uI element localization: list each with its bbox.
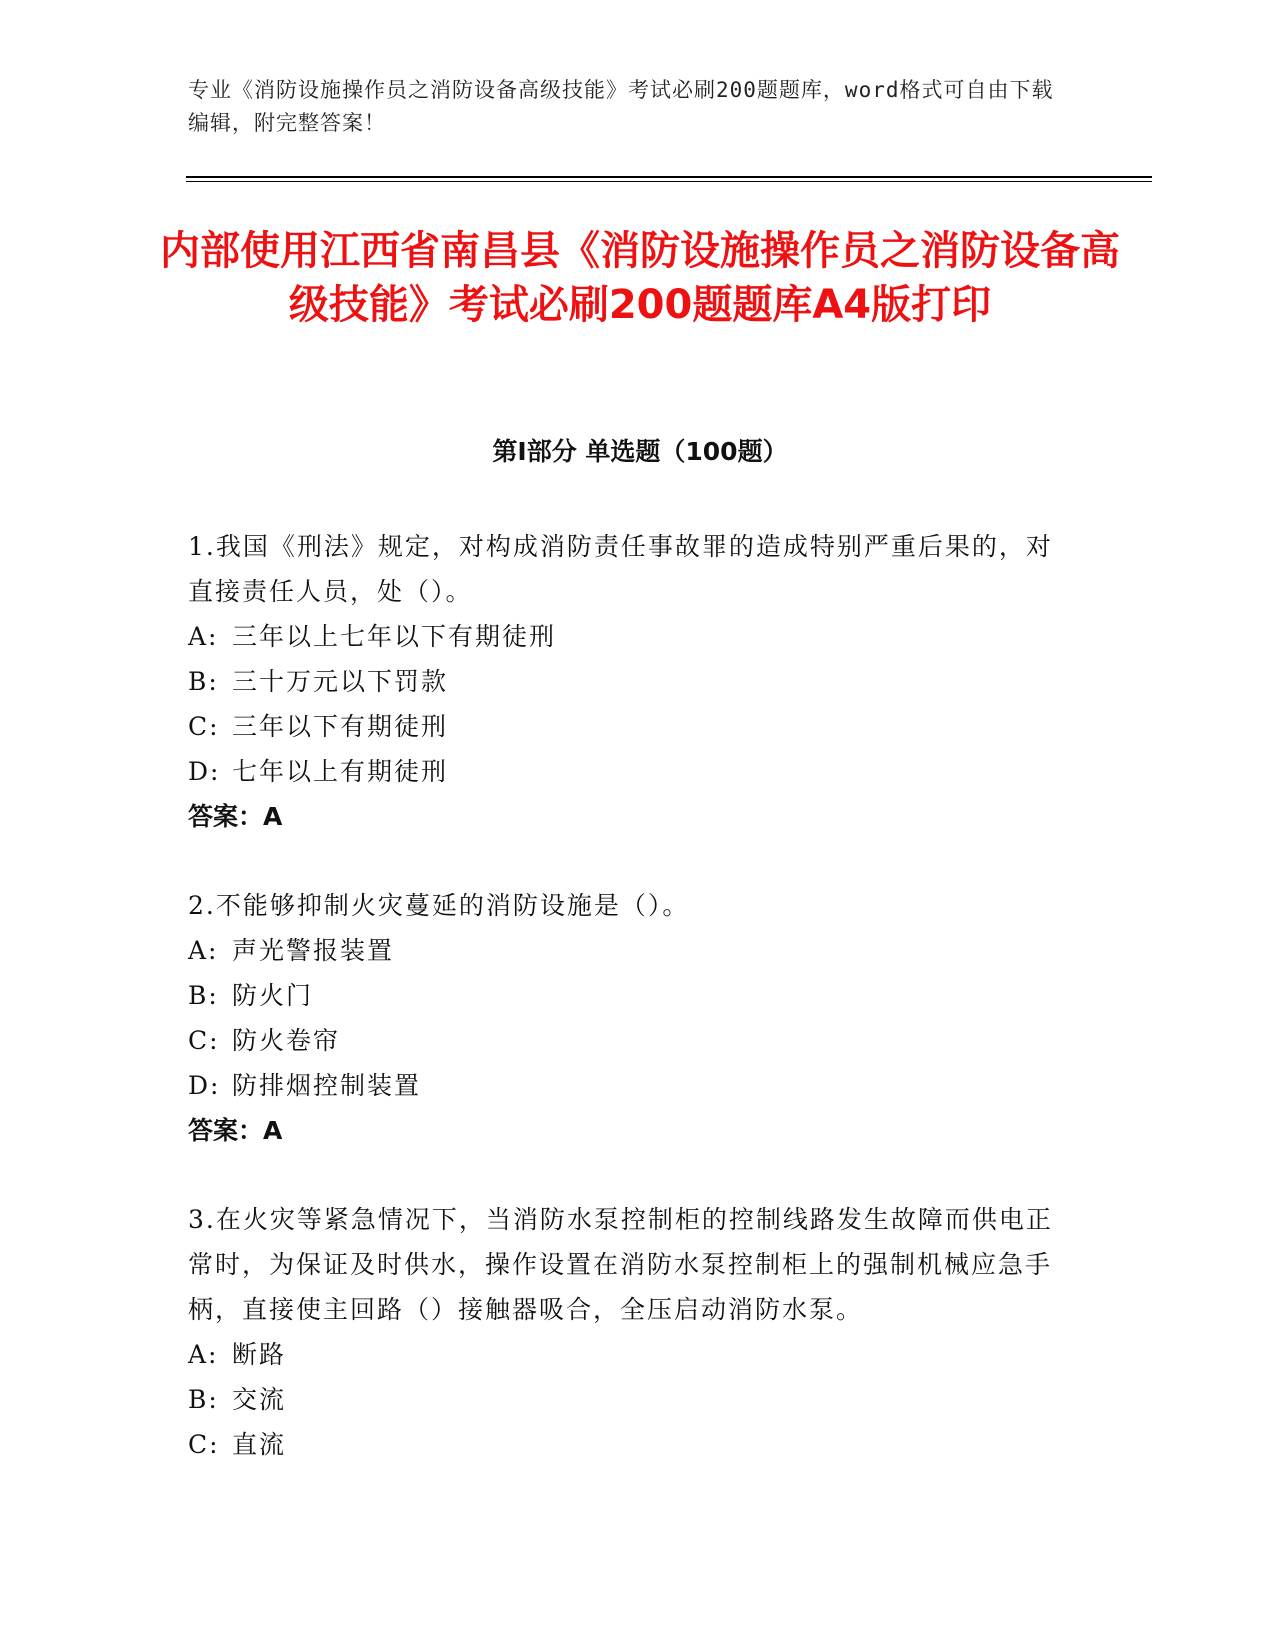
option-text: 七年以上有期徒刑	[232, 757, 449, 786]
question-stem: 2.不能够抑制火灾蔓延的消防设施是（）。	[188, 891, 690, 920]
option-key: C:	[188, 712, 220, 741]
header-note: 专业《消防设施操作员之消防设备高级技能》考试必刷200题题库，word格式可自由下载编辑，附完整答案！	[188, 78, 1054, 135]
question-answer: 答案：A	[188, 802, 283, 831]
option-key: A:	[188, 622, 219, 651]
section-title: 第I部分 单选题（100题）	[492, 437, 788, 466]
question-stem: 3.在火灾等紧急情况下，当消防水泵控制柜的控制线路发生故障而供电正常时，为保证及时供水，操作设置在消防水泵控制柜上的强制机械应急手柄，直接使主回路（）接触器吸合，全压启动消防水泵。	[188, 1205, 1053, 1324]
question-3	[188, 1197, 1068, 1467]
option-text: 直流	[232, 1430, 287, 1459]
option-c	[188, 704, 1068, 749]
option-key: D:	[188, 757, 221, 786]
option-text: 三十万元以下罚款	[232, 667, 449, 696]
option-b	[188, 1377, 1068, 1422]
option-key: D:	[188, 1071, 221, 1100]
question-list	[188, 524, 1068, 1467]
question-answer: 答案：A	[188, 1116, 283, 1145]
option-text: 三年以上七年以下有期徒刑	[232, 622, 557, 651]
option-text: 防火卷帘	[232, 1026, 341, 1055]
header-rule-thin	[186, 181, 1152, 182]
option-b	[188, 659, 1068, 704]
option-key: C:	[188, 1430, 220, 1459]
option-d	[188, 749, 1068, 794]
question-spacer	[188, 1153, 1068, 1197]
option-c	[188, 1422, 1068, 1467]
option-key: B:	[188, 1385, 219, 1414]
option-a	[188, 928, 1068, 973]
option-key: B:	[188, 667, 219, 696]
question-stem: 1.我国《刑法》规定，对构成消防责任事故罪的造成特别严重后果的，对直接责任人员，处（）。	[188, 532, 1053, 606]
header-rule-thick	[186, 176, 1152, 178]
option-b	[188, 973, 1068, 1018]
option-key: A:	[188, 936, 219, 965]
option-d	[188, 1063, 1068, 1108]
question-1	[188, 524, 1068, 839]
option-text: 断路	[232, 1340, 287, 1369]
question-2	[188, 883, 1068, 1153]
option-text: 三年以下有期徒刑	[232, 712, 449, 741]
option-text: 声光警报装置	[232, 936, 395, 965]
option-key: A:	[188, 1340, 219, 1369]
option-text: 防火门	[232, 981, 314, 1010]
option-key: C:	[188, 1026, 220, 1055]
document-title: 内部使用江西省南昌县《消防设施操作员之消防设备高级技能》考试必刷200题题库A4版打印	[160, 228, 1120, 328]
option-a	[188, 614, 1068, 659]
option-key: B:	[188, 981, 219, 1010]
option-text: 防排烟控制装置	[232, 1071, 422, 1100]
option-a	[188, 1332, 1068, 1377]
question-spacer	[188, 839, 1068, 883]
option-c	[188, 1018, 1068, 1063]
option-text: 交流	[232, 1385, 287, 1414]
